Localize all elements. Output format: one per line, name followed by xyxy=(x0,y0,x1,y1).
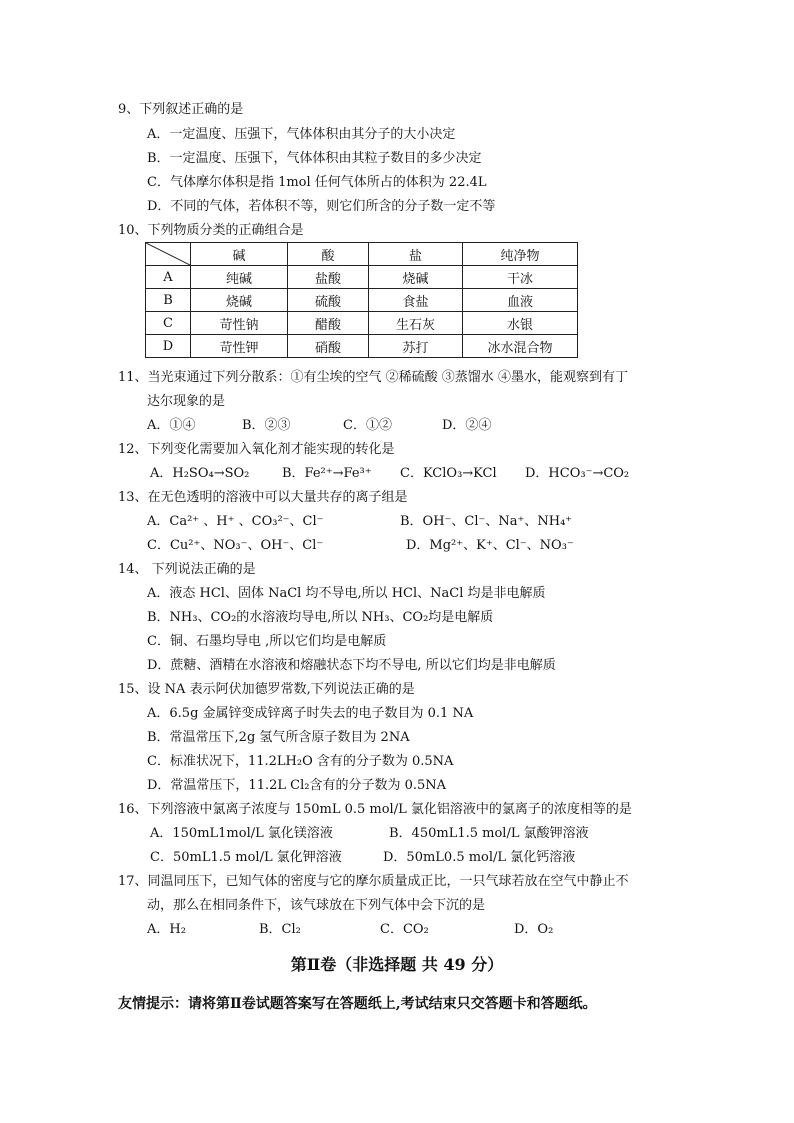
table-cell: 烧碱 xyxy=(191,289,288,312)
classification-table xyxy=(145,242,578,358)
table-header-row xyxy=(146,243,578,266)
question-13-option-c: C．Cu²⁺、NO₃⁻、OH⁻、Cl⁻ xyxy=(147,538,324,553)
table-cell: 冰水混合物 xyxy=(463,335,578,358)
question-11-stem: 11、当光束通过下列分散系：①有尘埃的空气 ②稀硫酸 ③蒸馏水 ④墨水，能观察到有丁 xyxy=(118,370,628,385)
column-header: 纯净物 xyxy=(463,243,578,266)
section-title: 第Ⅱ卷（非选择题 共 49 分） xyxy=(290,955,504,974)
question-12-option-b: B．Fe²⁺→Fe³⁺ xyxy=(282,466,372,481)
question-9-option-c: C．气体摩尔体积是指 1mol 任何气体所占的体积为 22.4L xyxy=(147,175,487,190)
table-row xyxy=(146,289,578,312)
question-17-option-d: D．O₂ xyxy=(514,922,554,937)
question-17-stem: 17、同温同压下，已知气体的密度与它的摩尔质量成正比，一只气球若放在空气中静止不 xyxy=(118,874,629,889)
table-cell: 硝酸 xyxy=(288,335,369,358)
column-header: 盐 xyxy=(369,243,463,266)
question-17-option-a: A．H₂ xyxy=(147,922,186,937)
question-16-stem: 16、下列溶液中氯离子浓度与 150mL 0.5 mol/L 氯化铝溶液中的氯离子的浓度相等的是 xyxy=(118,802,632,817)
question-15-option-a: A．6.5g 金属锌变成锌离子时失去的电子数目为 0.1 NA xyxy=(147,706,474,721)
question-14-option-d: D．蔗糖、酒精在水溶液和熔融状态下均不导电, 所以它们均是非电解质 xyxy=(147,658,556,673)
question-11-option-a: A．①④ xyxy=(147,418,196,433)
question-11-option-b: B．②③ xyxy=(242,418,291,433)
row-label: B xyxy=(146,289,191,312)
question-9-option-b: B．一定温度、压强下，气体体积由其粒子数目的多少决定 xyxy=(147,151,482,166)
question-13-option-d: D．Mg²⁺、K⁺、Cl⁻、NO₃⁻ xyxy=(406,538,574,553)
question-16-option-c: C．50mL1.5 mol/L 氯化钾溶液 xyxy=(150,850,342,865)
table-cell: 烧碱 xyxy=(369,266,463,289)
table-cell: 苏打 xyxy=(369,335,463,358)
table-cell: 水银 xyxy=(463,312,578,335)
question-12-stem: 12、下列变化需要加入氧化剂才能实现的转化是 xyxy=(118,442,395,457)
question-14-option-a: A．液态 HCl、固体 NaCl 均不导电,所以 HCl、NaCl 均是非电解质 xyxy=(147,586,546,601)
question-13-stem: 13、在无色透明的溶液中可以大量共存的离子组是 xyxy=(118,490,408,505)
question-11-stem-continued: 达尔现象的是 xyxy=(147,394,226,409)
table-cell: 醋酸 xyxy=(288,312,369,335)
question-15-option-c: C．标准状况下，11.2LH₂O 含有的分子数为 0.5NA xyxy=(147,754,454,769)
question-11-option-c: C．①② xyxy=(343,418,392,433)
question-15-option-d: D．常温常压下，11.2L Cl₂含有的分子数为 0.5NA xyxy=(147,778,447,793)
diagonal-line xyxy=(146,243,190,265)
table-cell: 干冰 xyxy=(463,266,578,289)
table-cell: 纯碱 xyxy=(191,266,288,289)
question-15-stem: 15、设 NA 表示阿伏加德罗常数,下列说法正确的是 xyxy=(118,682,415,697)
column-header: 酸 xyxy=(288,243,369,266)
question-17-option-c: C．CO₂ xyxy=(380,922,429,937)
diagonal-header-cell xyxy=(146,243,191,266)
table-cell: 生石灰 xyxy=(369,312,463,335)
table-row xyxy=(146,335,578,358)
column-header: 碱 xyxy=(191,243,288,266)
question-14-stem: 14、 下列说法正确的是 xyxy=(118,562,256,577)
question-17-stem-continued: 动，那么在相同条件下，该气球放在下列气体中会下沉的是 xyxy=(147,898,486,913)
question-14-option-b: B．NH₃、CO₂的水溶液均导电,所以 NH₃、CO₂均是电解质 xyxy=(147,610,494,625)
row-label: C xyxy=(146,312,191,335)
question-12-option-c: C．KClO₃→KCl xyxy=(400,466,497,481)
row-label: D xyxy=(146,335,191,358)
table-cell: 盐酸 xyxy=(288,266,369,289)
row-label: A xyxy=(146,266,191,289)
question-11-option-d: D．②④ xyxy=(442,418,492,433)
table-row xyxy=(146,266,578,289)
question-10-stem: 10、下列物质分类的正确组合是 xyxy=(118,223,304,238)
table-row xyxy=(146,312,578,335)
question-16-option-d: D．50mL0.5 mol/L 氯化钙溶液 xyxy=(383,850,576,865)
table-cell: 苛性钠 xyxy=(191,312,288,335)
table-cell: 硫酸 xyxy=(288,289,369,312)
question-9-option-d: D．不同的气体，若体积不等，则它们所含的分子数一定不等 xyxy=(147,199,496,214)
question-16-option-a: A．150mL1mol/L 氯化镁溶液 xyxy=(150,826,333,841)
friendly-tip: 友情提示：请将第Ⅱ卷试题答案写在答题纸上,考试结束只交答题卡和答题纸。 xyxy=(118,996,597,1012)
table-cell: 食盐 xyxy=(369,289,463,312)
question-13-option-a: A．Ca²⁺ 、H⁺ 、CO₃²⁻、Cl⁻ xyxy=(147,514,324,529)
question-12-option-a: A．H₂SO₄→SO₂ xyxy=(150,466,250,481)
question-9-option-a: A．一定温度、压强下，气体体积由其分子的大小决定 xyxy=(147,127,456,142)
question-13-option-b: B．OH⁻、Cl⁻、Na⁺、NH₄⁺ xyxy=(400,514,573,529)
table-cell: 血液 xyxy=(463,289,578,312)
question-16-option-b: B．450mL1.5 mol/L 氯酸钾溶液 xyxy=(389,826,589,841)
question-17-option-b: B．Cl₂ xyxy=(259,922,301,937)
question-9-stem: 9、下列叙述正确的是 xyxy=(118,102,244,117)
question-14-option-c: C．铜、石墨均导电 ,所以它们均是电解质 xyxy=(147,634,387,649)
table-cell: 苛性钾 xyxy=(191,335,288,358)
question-12-option-d: D．HCO₃⁻→CO₂ xyxy=(525,466,630,481)
question-15-option-b: B．常温常压下,2g 氢气所含原子数目为 2NA xyxy=(147,730,410,745)
